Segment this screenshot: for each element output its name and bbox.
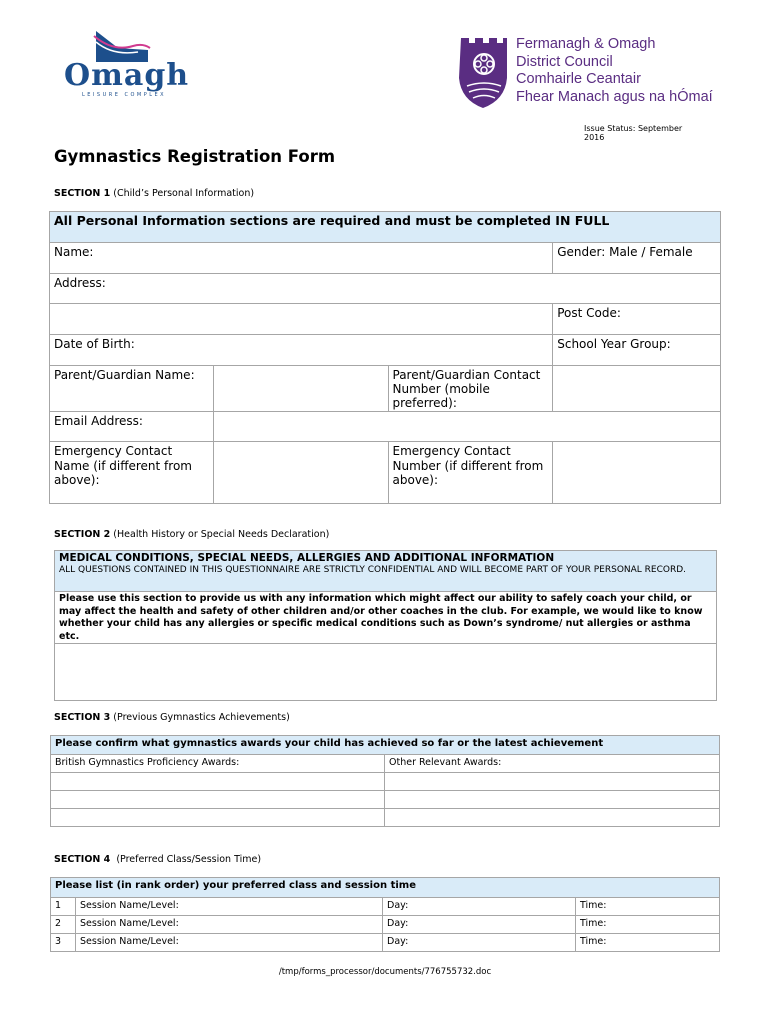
achievements-table: [50, 735, 720, 827]
medical-table: [54, 550, 717, 701]
page-title: Gymnastics Registration Form: [54, 147, 336, 166]
parent-name-field[interactable]: [213, 366, 388, 412]
other-awards-field[interactable]: [385, 809, 720, 827]
section-2-instructions: Please use this section to provide us with any information which might affect our ability to safely coach your child, or may affect the health and safety of other children and/or other coaches in the club. For example, we would like to know whether your child has any allergies or specific medical conditions such as Down’s syndrome/ nut allergies or asthma etc.: [55, 592, 717, 644]
footer-path: /tmp/forms_processor/documents/776755732.doc: [278, 967, 492, 977]
other-awards-field[interactable]: [385, 773, 720, 791]
session-name-field[interactable]: Session Name/Level:: [76, 916, 383, 934]
issue-status: Issue Status: September 2016: [584, 124, 683, 142]
omagh-logo-text: Omagh: [64, 58, 190, 93]
parent-name-label: Parent/Guardian Name:: [50, 366, 214, 412]
emergency-number-label: Emergency Contact Number (if different from above):: [388, 442, 553, 504]
table-row: [51, 934, 720, 952]
section-3-banner: Please confirm what gymnastics awards your child has achieved so far or the latest achievement: [51, 736, 720, 755]
time-field[interactable]: Time:: [576, 934, 720, 952]
personal-info-table: [49, 211, 721, 504]
name-label[interactable]: Name:: [50, 243, 553, 274]
council-name: Fermanagh & Omagh District Council Comhairle Ceantair Fhear Manach agus na hÓmaí: [516, 36, 713, 105]
session-name-field[interactable]: Session Name/Level:: [76, 934, 383, 952]
dob-label[interactable]: Date of Birth:: [50, 335, 553, 366]
emergency-number-field[interactable]: [553, 442, 721, 504]
day-field[interactable]: Day:: [383, 898, 576, 916]
emergency-name-label: Emergency Contact Name (if different from above):: [50, 442, 214, 504]
gender-label[interactable]: Gender: Male / Female: [553, 243, 721, 274]
council-crest-icon: [459, 36, 509, 110]
section-4-heading: SECTION 4 (Preferred Class/Session Time): [54, 854, 262, 865]
section-1-banner: All Personal Information sections are required and must be completed IN FULL: [50, 212, 721, 243]
time-field[interactable]: Time:: [576, 916, 720, 934]
email-field[interactable]: [213, 412, 720, 442]
other-awards-field[interactable]: [385, 791, 720, 809]
section-4-banner: Please list (in rank order) your preferred class and session time: [51, 878, 720, 898]
email-label: Email Address:: [50, 412, 214, 442]
emergency-name-field[interactable]: [213, 442, 388, 504]
proficiency-awards-field[interactable]: [51, 791, 385, 809]
rank-number: 1: [51, 898, 76, 916]
day-field[interactable]: Day:: [383, 916, 576, 934]
parent-contact-field[interactable]: [553, 366, 721, 412]
proficiency-awards-label: British Gymnastics Proficiency Awards:: [51, 755, 385, 773]
rank-number: 2: [51, 916, 76, 934]
school-year-label[interactable]: School Year Group:: [553, 335, 721, 366]
section-2-heading: SECTION 2 (Health History or Special Needs Declaration): [54, 529, 330, 540]
session-name-field[interactable]: Session Name/Level:: [76, 898, 383, 916]
address-field[interactable]: [50, 304, 553, 335]
table-row: [51, 916, 720, 934]
table-row: [51, 898, 720, 916]
time-field[interactable]: Time:: [576, 898, 720, 916]
section-1-heading: SECTION 1 (Child’s Personal Information): [54, 188, 255, 199]
section-3-heading: SECTION 3 (Previous Gymnastics Achievements): [54, 712, 290, 723]
proficiency-awards-field[interactable]: [51, 809, 385, 827]
session-table: [50, 877, 720, 952]
omagh-logo-subtitle: LEISURE COMPLEX: [82, 92, 167, 98]
postcode-label[interactable]: Post Code:: [553, 304, 721, 335]
parent-contact-label: Parent/Guardian Contact Number (mobile preferred):: [388, 366, 553, 412]
address-label[interactable]: Address:: [50, 274, 721, 304]
rank-number: 3: [51, 934, 76, 952]
medical-info-field[interactable]: [55, 644, 717, 701]
section-2-banner: MEDICAL CONDITIONS, SPECIAL NEEDS, ALLERGIES AND ADDITIONAL INFORMATION ALL QUESTIONS CONTAINED IN THIS QUESTIONNAIRE ARE STRICTLY CONFIDENTIAL AND WILL BECOME PART OF YOUR PERSONAL RECORD.: [55, 551, 717, 592]
day-field[interactable]: Day:: [383, 934, 576, 952]
proficiency-awards-field[interactable]: [51, 773, 385, 791]
other-awards-label: Other Relevant Awards:: [385, 755, 720, 773]
